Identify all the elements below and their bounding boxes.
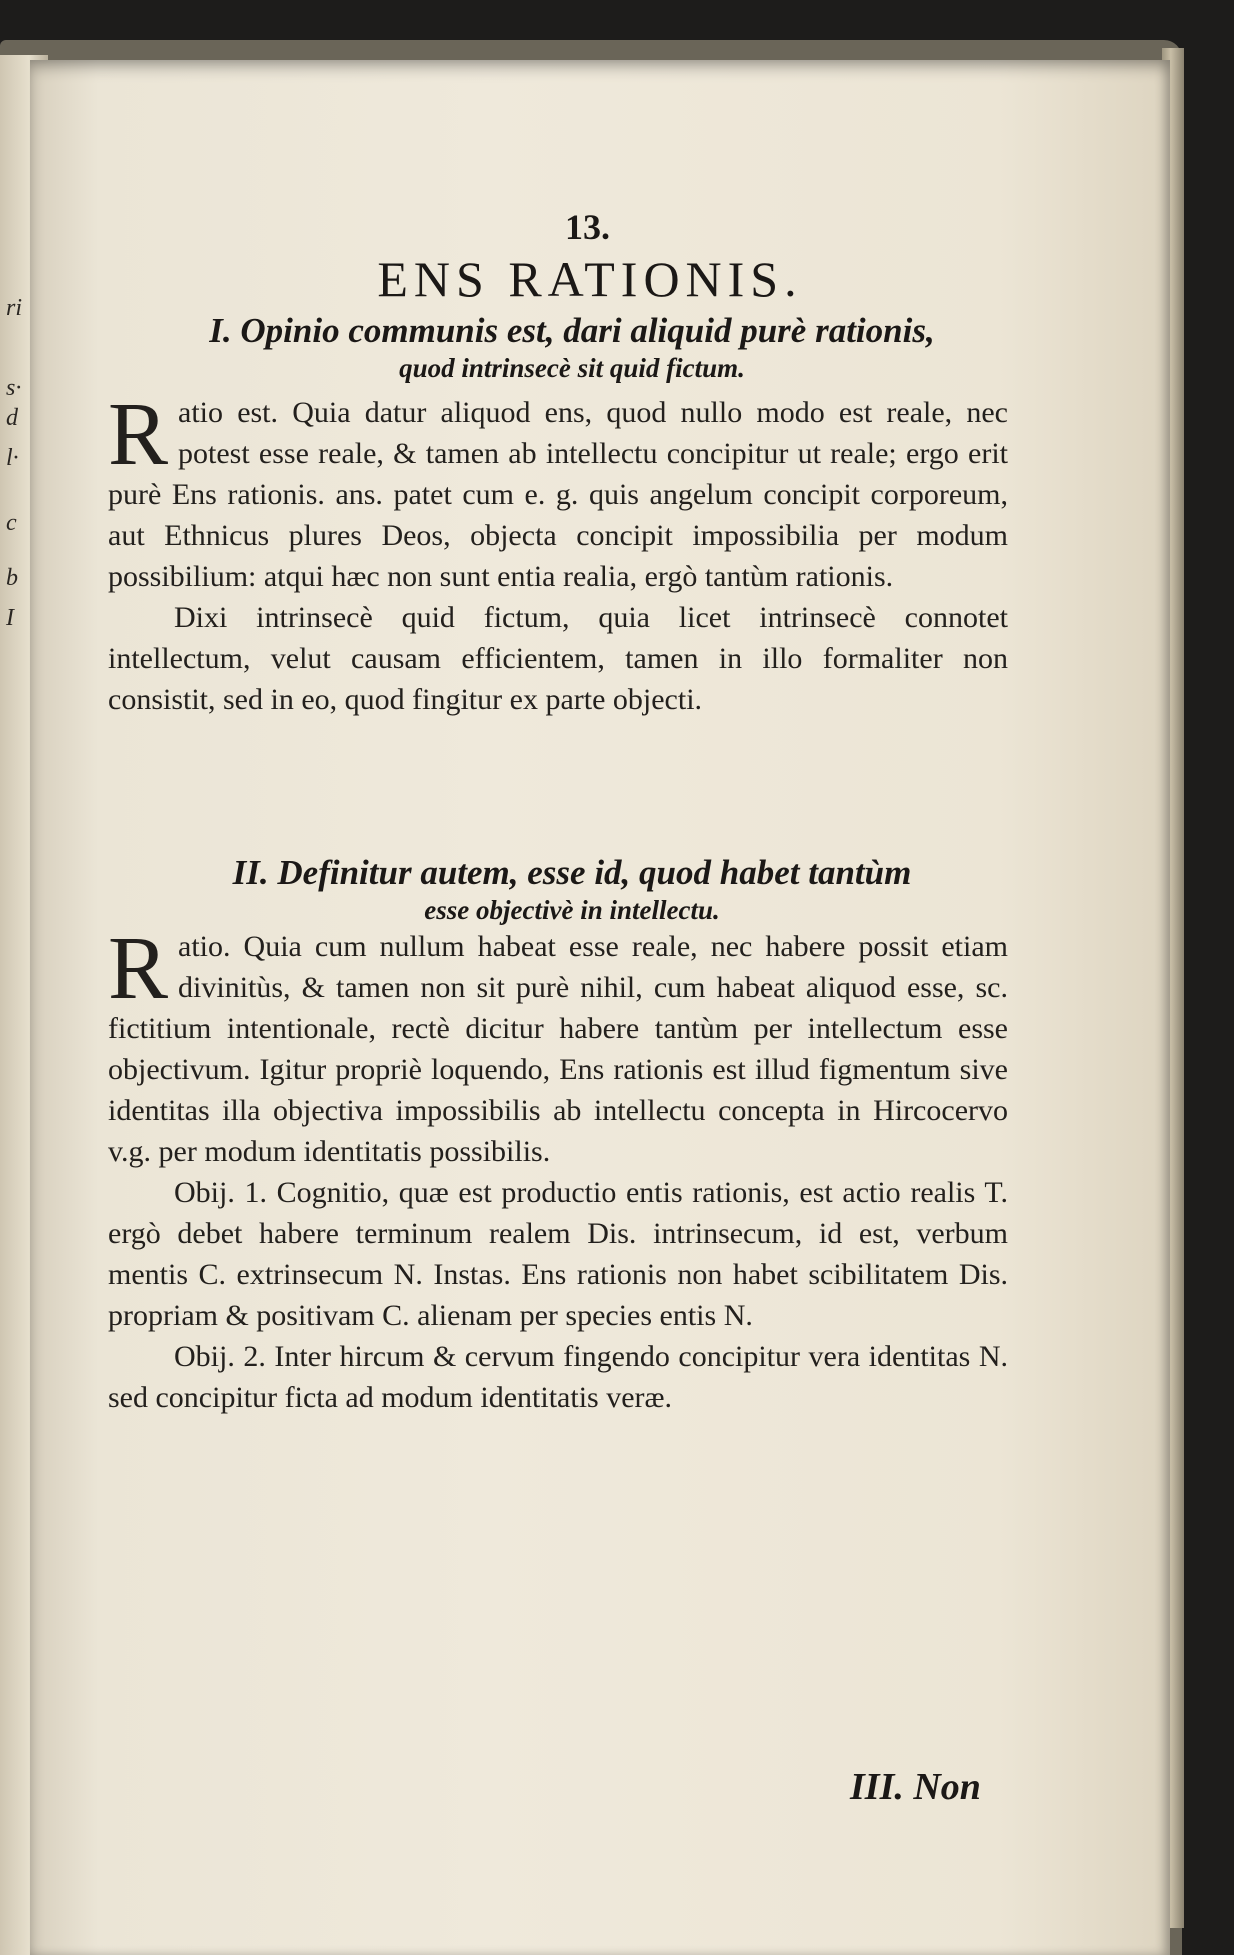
catchword: III. Non [850, 1766, 981, 1808]
margin-fragment: b [6, 565, 18, 591]
margin-fragment: d [6, 405, 18, 431]
drop-cap: R [108, 919, 169, 1018]
section-2-heading [122, 852, 1022, 926]
section-2-heading-line2: esse objectivè in intellectu. [424, 895, 720, 925]
section-1-heading [122, 310, 1022, 384]
section-2-body [108, 919, 1008, 1418]
page-number: 13. [565, 207, 610, 247]
margin-fragment: s· [6, 375, 22, 401]
book-page [30, 60, 1170, 1955]
ratio-paragraph-1: Ratio est. Quia datur aliquod ens, quod nullo modo est reale, nec potest esse reale, & tamen ab intellectu concipitur ut reale; ergo erit purè Ens rationis. ans. patet cum e. g. quis angelum concipit corporeum, aut Ethnicus plures Deos, objecta concipit impossibilia per modum possibilium: atqui hæc non sunt entia realia, ergò tantùm rationis. [108, 385, 1008, 593]
dixi-paragraph: Dixi intrinsecè quid fictum, quia licet intrinsecè connotet intellectum, velut causam efficientem, tamen in illo formaliter non consistit, sed in eo, quod fingitur ex parte objecti. [108, 601, 1008, 716]
section-1-heading-line1: I. Opinio communis est, dari aliquid purè rationis, [209, 311, 935, 350]
section-1-body [108, 385, 1008, 720]
objection-2: Obij. 2. Inter hircum & cervum fingendo concipitur vera identitas N. sed concipitur ficta ad modum identitatis veræ. [108, 1340, 1008, 1414]
section-2-heading-line1: II. Definitur autem, esse id, quod habet tantùm [232, 853, 912, 892]
drop-cap: R [108, 385, 169, 484]
margin-fragment: ri [6, 295, 23, 321]
section-1-heading-line2: quod intrinsecè sit quid fictum. [399, 353, 745, 383]
objection-1: Obij. 1. Cognitio, quæ est productio entis rationis, est actio realis T. ergò debet habere terminum realem Dis. intrinsecum, id est, verbum mentis C. extrinsecum N. Instas. Ens rationis non habet scibilitatem Dis. propriam & positivam C. alienam per species entis N. [108, 1176, 1008, 1332]
margin-fragment: l· [6, 445, 19, 471]
ratio-paragraph-2: Ratio. Quia cum nullum habeat esse reale, nec habere possit etiam divinitùs, & tamen non sit purè nihil, cum habeat aliquod esse, sc. fictitium intentionale, rectè dicitur habere tantùm per intellectum esse objectivum. Igitur propriè loquendo, Ens rationis est illud figmentum sive identitas illa objectiva impossibilis ab intellectu concepta in Hircocervo v.g. per modum identitatis possibilis. [108, 919, 1008, 1168]
margin-fragment: I [6, 605, 14, 631]
running-title: ENS RATIONIS. [377, 251, 803, 307]
margin-fragment: c [6, 510, 17, 536]
